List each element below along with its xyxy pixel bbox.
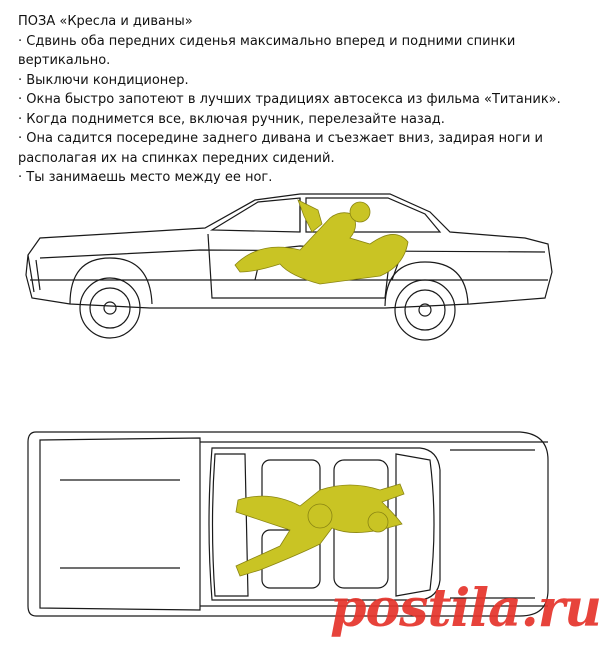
step-item: · Сдвинь оба передних сиденья максимально вперед и подними спинки вертикально. (18, 32, 603, 71)
step-item: · Ты занимаешь место между ее ног. (18, 168, 603, 188)
article-text (18, 12, 603, 188)
step-item: · Она садится посередине заднего дивана и съезжает вниз, задирая ноги и располагая их на спинках передних сидений. (18, 129, 603, 168)
step-item: · Выключи кондиционер. (18, 71, 603, 91)
article-title: ПОЗА «Кресла и диваны» (18, 14, 193, 29)
step-item: · Когда поднимется все, включая ручник, перелезайте назад. (18, 110, 603, 130)
figures-side (235, 200, 408, 284)
step-item: · Окна быстро запотеют в лучших традициях автосекса из фильма «Титаник». (18, 90, 603, 110)
car-side-illustration (0, 180, 615, 370)
watermark: postila.ru (330, 578, 601, 639)
